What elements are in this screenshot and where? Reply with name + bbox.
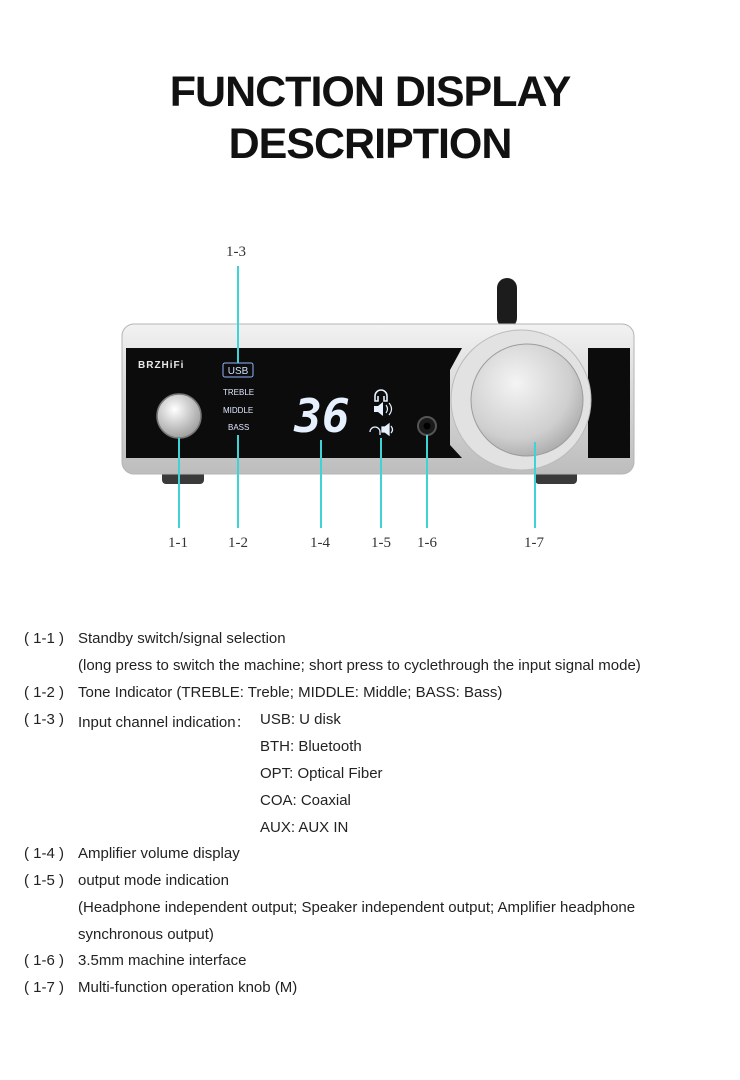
desc-text: Standby switch/signal selection <box>78 630 286 647</box>
desc-subtext: (Headphone independent output; Speaker independent output; Amplifier headphone <box>78 899 636 916</box>
usb-indicator-text: USB <box>227 366 249 377</box>
desc-number: ( 1-6 ) <box>24 952 65 969</box>
volume-display: 36 <box>294 389 350 443</box>
desc-text: output mode indication <box>78 872 229 889</box>
desc-number: ( 1-7 ) <box>24 979 65 996</box>
input-option-bth: BTH: Bluetooth <box>260 738 362 755</box>
tone-treble: TREBLE <box>223 388 255 397</box>
page-title-line-1: FUNCTION DISPLAY <box>169 68 571 116</box>
amplifier-device-svg <box>0 230 740 570</box>
desc-number: ( 1-5 ) <box>24 872 65 889</box>
input-option-opt: OPT: Optical Fiber <box>260 765 383 782</box>
callout-label-1-5: 1-5 <box>371 535 391 551</box>
desc-number: ( 1-3 ) <box>24 711 65 728</box>
desc-number: ( 1-4 ) <box>24 845 65 862</box>
desc-subtext: synchronous output) <box>78 926 214 943</box>
input-option-aux: AUX: AUX IN <box>260 819 349 836</box>
callout-label-1-3: 1-3 <box>226 244 246 260</box>
antenna <box>497 278 517 328</box>
desc-text: Input channel indication： <box>78 714 251 731</box>
desc-subtext: (long press to switch the machine; short press to cyclethrough the input signal mode) <box>78 657 641 674</box>
desc-text: Multi-function operation knob (M) <box>78 979 298 996</box>
tone-bass: BASS <box>228 423 250 432</box>
volume-knob <box>471 344 583 456</box>
input-option-coa: COA: Coaxial <box>260 792 351 809</box>
desc-text: 3.5mm machine interface <box>78 952 247 969</box>
brand-logo: BRZHiFi <box>138 360 185 371</box>
page-title-line-2: DESCRIPTION <box>228 120 512 168</box>
input-option-usb: USB: U disk <box>260 711 341 728</box>
callout-label-1-6: 1-6 <box>417 535 437 551</box>
callout-label-1-4: 1-4 <box>310 535 330 551</box>
callout-label-1-7: 1-7 <box>524 535 544 551</box>
desc-number: ( 1-2 ) <box>24 684 65 701</box>
desc-text: Tone Indicator (TREBLE: Treble; MIDDLE: Middle; BASS: Bass) <box>78 684 503 701</box>
front-panel-right <box>588 348 630 458</box>
callout-label-1-1: 1-1 <box>168 535 188 551</box>
device-illustration <box>0 230 740 570</box>
desc-number: ( 1-1 ) <box>24 630 65 647</box>
standby-knob <box>157 394 201 438</box>
desc-text: Amplifier volume display <box>78 845 240 862</box>
callout-label-1-2: 1-2 <box>228 535 248 551</box>
tone-middle: MIDDLE <box>223 406 254 415</box>
